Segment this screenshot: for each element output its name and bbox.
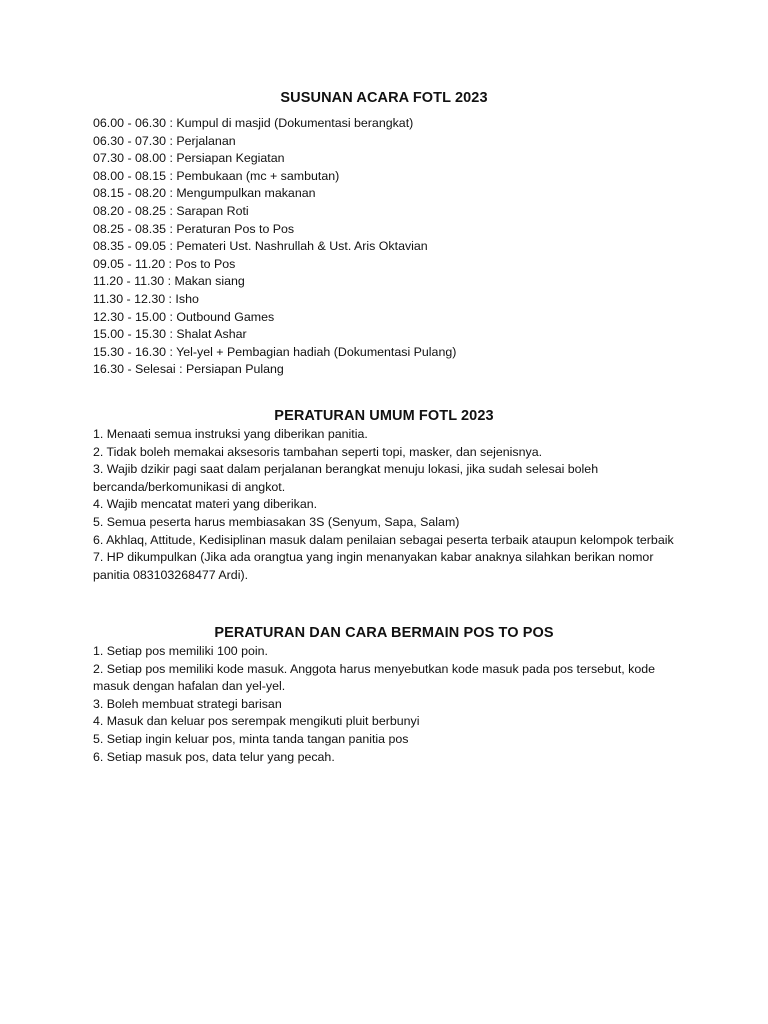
schedule-item: 06.30 - 07.30 : Perjalanan — [93, 133, 236, 148]
schedule-item: 08.20 - 08.25 : Sarapan Roti — [93, 203, 249, 218]
pos-rule-item: 2. Setiap pos memiliki kode masuk. Anggota harus menyebutkan kode masuk pada pos tersebut, kode masuk dengan hafalan dan yel-yel. — [93, 661, 656, 694]
pos-rule-item: 5. Setiap ingin keluar pos, minta tanda tangan panitia pos — [93, 731, 409, 746]
schedule-item: 07.30 - 08.00 : Persiapan Kegiatan — [93, 151, 285, 166]
general-rules-section — [93, 408, 693, 584]
rule-item: 4. Wajib mencatat materi yang diberikan. — [93, 497, 318, 512]
schedule-item: 08.35 - 09.05 : Pemateri Ust. Nashrullah & Ust. Aris Oktavian — [93, 239, 428, 254]
schedule-item: 11.30 - 12.30 : Isho — [93, 291, 199, 306]
schedule-item: 09.05 - 11.20 : Pos to Pos — [93, 256, 236, 271]
rule-item: 7. HP dikumpulkan (Jika ada orangtua yang ingin menanyakan kabar anaknya silahkan berikan nomor panitia 083103268477 Ardi). — [93, 550, 654, 582]
pos-rules-section — [93, 625, 693, 766]
rule-item: 5. Semua peserta harus membiasakan 3S (Senyum, Sapa, Salam) — [93, 514, 460, 529]
schedule-item: 16.30 - Selesai : Persiapan Pulang — [93, 362, 284, 377]
schedule-list — [93, 115, 693, 379]
pos-rule-item: 1. Setiap pos memiliki 100 poin. — [93, 644, 268, 658]
pos-rule-item: 4. Masuk dan keluar pos serempak mengikuti pluit berbunyi — [93, 714, 420, 729]
schedule-item: 08.00 - 08.15 : Pembukaan (mc + sambutan) — [93, 168, 340, 183]
pos-rules-title: PERATURAN DAN CARA BERMAIN POS TO POS — [214, 625, 554, 641]
rule-item: 2. Tidak boleh memakai aksesoris tambahan seperti topi, masker, dan sejenisnya. — [93, 444, 543, 459]
schedule-title: SUSUNAN ACARA FOTL 2023 — [280, 90, 488, 106]
schedule-item: 11.20 - 11.30 : Makan siang — [93, 274, 245, 289]
general-rules-title: PERATURAN UMUM FOTL 2023 — [274, 408, 494, 424]
rule-item: 1. Menaati semua instruksi yang diberikan panitia. — [93, 427, 368, 441]
schedule-item: 08.15 - 08.20 : Mengumpulkan makanan — [93, 186, 316, 201]
schedule-item: 15.30 - 16.30 : Yel-yel + Pembagian hadiah (Dokumentasi Pulang) — [93, 344, 457, 359]
schedule-item: 12.30 - 15.00 : Outbound Games — [93, 309, 275, 324]
schedule-item: 06.00 - 06.30 : Kumpul di masjid (Dokumentasi berangkat) — [93, 116, 414, 130]
schedule-item: 08.25 - 08.35 : Peraturan Pos to Pos — [93, 221, 295, 236]
schedule-section — [93, 90, 693, 379]
pos-rule-item: 6. Setiap masuk pos, data telur yang pecah. — [93, 749, 335, 764]
rule-item: 6. Akhlaq, Attitude, Kedisiplinan masuk dalam penilaian sebagai peserta terbaik ataupun kelompok terbaik — [93, 532, 674, 547]
rule-item: 3. Wajib dzikir pagi saat dalam perjalanan berangkat menuju lokasi, jika sudah selesai boleh bercanda/berkomunikasi di angkot. — [93, 462, 599, 494]
pos-rule-item: 3. Boleh membuat strategi barisan — [93, 696, 282, 711]
schedule-item: 15.00 - 15.30 : Shalat Ashar — [93, 327, 247, 342]
